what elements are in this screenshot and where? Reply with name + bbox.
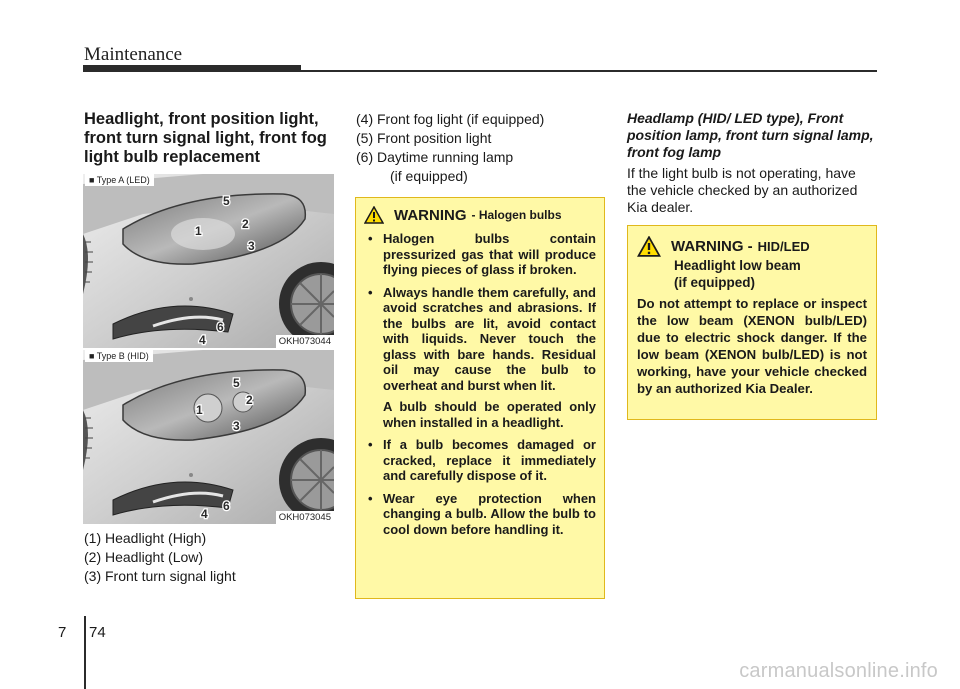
page-number: 74: [89, 624, 106, 641]
section-heading: Headlight, front position light, front turn signal light, front fog light bulb replacement: [84, 110, 327, 166]
warning-item: [364, 231, 596, 278]
list-item-note: (if equipped): [390, 168, 468, 184]
warning-item-text: Halogen bulbs contain pressurized gas that will produce flying pieces of glass if broken.: [383, 231, 596, 277]
figure-tag: ■ Type A (LED): [85, 174, 154, 186]
list-item: (2) Headlight (Low): [84, 549, 204, 565]
warning-triangle-icon: [364, 206, 384, 224]
warning-header: [364, 206, 596, 224]
figure-code: OKH073045: [276, 511, 334, 524]
figure-type-b: [83, 350, 334, 524]
warning-hid-led-box: [627, 225, 877, 420]
callout-1: 1: [196, 403, 203, 417]
callout-6: 6: [223, 499, 230, 513]
header-rule: [83, 70, 877, 72]
callout-3: 3: [233, 419, 240, 433]
warning-line-2: (if equipped): [674, 275, 755, 290]
bullet-icon: •: [368, 231, 373, 246]
warning-triangle-icon: [637, 236, 661, 257]
parts-list-continued: [356, 110, 606, 186]
footer-rule: [84, 616, 86, 689]
headlight-illustration-a: [83, 174, 334, 348]
bullet-icon: •: [368, 284, 373, 300]
figure-code: OKH073044: [276, 335, 334, 348]
warning-item-note: A bulb should be operated only when installed in a headlight.: [383, 399, 596, 430]
headlight-illustration-b: [83, 350, 334, 524]
warning-item-text: Wear eye protection when changing a bulb. Allow the bulb to cool down before handling it.: [383, 490, 596, 537]
warning-line-1: Headlight low beam: [674, 258, 801, 273]
figure-type-a: [83, 174, 334, 348]
callout-6: 6: [217, 320, 224, 334]
list-item-text: (6) Daytime running lamp: [356, 149, 514, 165]
bullet-icon: •: [368, 490, 373, 506]
page-header-title: Maintenance: [84, 44, 183, 65]
warning-list: [364, 231, 596, 537]
callout-5: 5: [223, 194, 230, 208]
warning-title: WARNING -: [671, 237, 753, 255]
parts-list: [84, 529, 236, 586]
warning-header: [637, 236, 867, 257]
warning-subtitle: HID/LED: [757, 239, 810, 254]
body-paragraph: If the light bulb is not operating, have the vehicle checked by an authorized Kia dealer.: [627, 165, 858, 215]
watermark: carmanualsonline.info: [739, 660, 938, 682]
warning-item: [364, 437, 596, 484]
warning-subtitle: - Halogen bulbs: [471, 208, 562, 222]
list-item: (5) Front position light: [356, 130, 492, 146]
figure-tag: ■ Type B (HID): [85, 350, 153, 362]
callout-4: 4: [201, 507, 208, 521]
list-item: (3) Front turn signal light: [84, 568, 236, 584]
list-item: (1) Headlight (High): [84, 530, 207, 546]
callout-3: 3: [248, 239, 255, 253]
warning-item: [364, 491, 596, 538]
warning-item-text: Always handle them carefully, and avoid scratches and abrasions. If the bulbs are lit, avoid contact with liquids. Never touch the glass with bare hands. Residual oil may cause the bulb to overheat and burst when lit.: [383, 284, 596, 393]
callout-2: 2: [242, 217, 249, 231]
warning-item-text: If a bulb becomes damaged or cracked, replace it immediately and carefully dispose of it.: [383, 437, 596, 483]
list-item: (4) Front fog light (if equipped): [356, 111, 545, 127]
warning-body: Do not attempt to replace or inspect the low beam (XENON bulb/LED) due to electric shock danger. If the low beam (XENON bulb/LED) is not working, have your vehicle checked by an authorized Kia Dealer.: [637, 296, 867, 396]
section-subheading: Headlamp (HID/ LED type), Front position lamp, front turn signal lamp, front fog lamp: [627, 110, 874, 160]
bullet-icon: •: [368, 437, 373, 452]
callout-4: 4: [199, 333, 206, 347]
callout-5: 5: [233, 376, 240, 390]
warning-halogen-box: [355, 197, 605, 599]
warning-item: [364, 285, 596, 431]
warning-title: WARNING: [394, 206, 467, 224]
callout-2: 2: [246, 393, 253, 407]
callout-1: 1: [195, 224, 202, 238]
list-item: [356, 148, 606, 186]
chapter-number: 7: [58, 624, 67, 641]
